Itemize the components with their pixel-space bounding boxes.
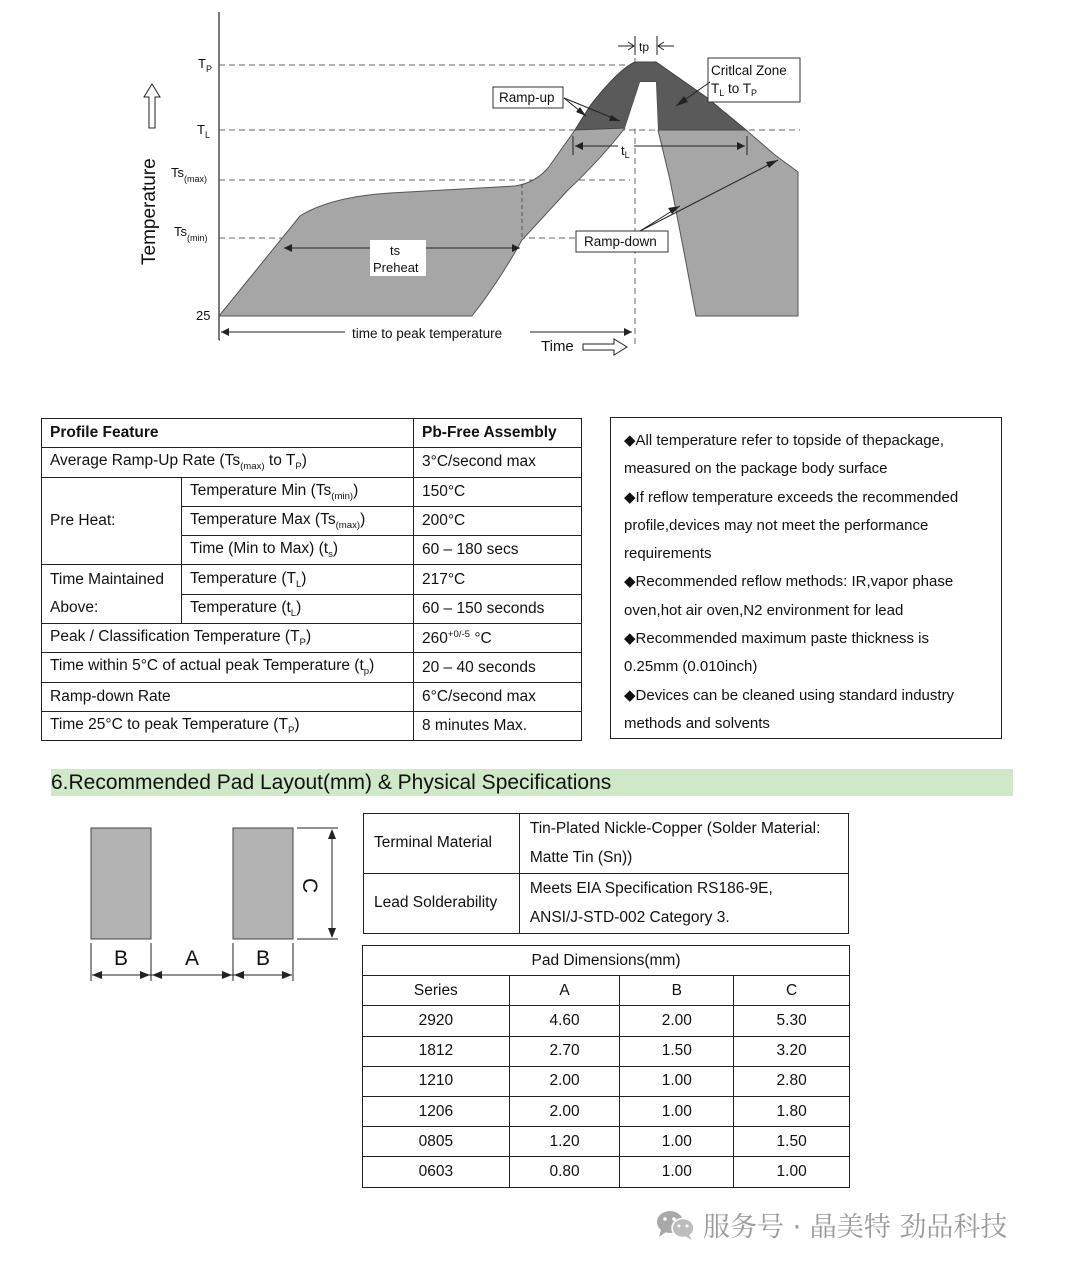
svg-text:time to peak temperature: time to peak temperature xyxy=(352,326,503,341)
note-line: 0.25mm (0.010inch) xyxy=(624,658,758,676)
table-row: 0805 1.20 1.00 1.50 xyxy=(363,1127,850,1157)
dim-c-label: C xyxy=(298,878,321,894)
svg-text:tp: tp xyxy=(639,40,650,54)
x-axis-title: Time xyxy=(541,338,574,355)
section-title: 6.Recommended Pad Layout(mm) & Physical Specifications xyxy=(51,769,1013,796)
note-line: ◆All temperature refer to topside of thepackage, xyxy=(624,432,945,449)
y-axis-labels xyxy=(171,56,212,323)
note-line: profile,devices may not meet the performance xyxy=(624,516,929,534)
svg-text:Ramp-down: Ramp-down xyxy=(584,234,657,249)
table-row: Ramp-down Rate 6°C/second max xyxy=(42,682,582,711)
table-row: Pre Heat: Temperature Min $(Ts_{(min)})$ 150°C xyxy=(42,477,582,506)
svg-text:Preheat: Preheat xyxy=(373,260,419,275)
svg-text:tL: $t_L$ xyxy=(621,143,630,160)
svg-text:Ramp-up: Ramp-up xyxy=(499,90,555,105)
note-line: measured on the package body surface xyxy=(624,460,888,478)
time-arrow-icon xyxy=(583,339,627,355)
table-row: 1206 2.00 1.00 1.80 xyxy=(363,1096,850,1126)
table-row: Time within 5°C of actual peak Temperature $(t_p)$ 20 – 40 seconds xyxy=(42,653,582,682)
table-row: Time (Min to Max) $(t_s)$ 60 – 180 secs xyxy=(42,536,582,565)
note-line: methods and solvents xyxy=(624,714,770,732)
svg-text:ts: ts xyxy=(390,243,401,258)
svg-text:25: 25 xyxy=(196,308,211,323)
pad-dimensions-table xyxy=(362,945,850,1188)
svg-text:Critlcal Zone: Critlcal Zone xyxy=(711,63,787,78)
dim-b-left-label: B xyxy=(114,947,129,970)
preheat-group: Pre Heat: xyxy=(42,477,182,565)
table-row: 0603 0.80 1.00 1.00 xyxy=(363,1157,850,1187)
header-value: Pb-Free Assembly xyxy=(414,419,582,448)
table-row: Time Maintained Above: Temperature $(T_L)$ 217°C xyxy=(42,565,582,594)
table-row: Time 25°C to peak Temperature $(T_P)$ 8 minutes Max. xyxy=(42,711,582,740)
svg-text:TL: $T_L$ xyxy=(197,122,210,140)
svg-text:Ts(max): $Ts_{(max)}$ xyxy=(171,165,207,184)
left-pad xyxy=(91,828,151,939)
note-line: ◆Devices can be cleaned using standard industry xyxy=(624,686,955,704)
note-line: requirements xyxy=(624,545,712,563)
ramp-up-band xyxy=(219,62,635,316)
material-table xyxy=(363,813,849,934)
table-row: Lead Solderability Meets EIA Specification RS186-9E, ANSI/J-STD-002 Category 3. xyxy=(364,874,849,934)
note-line: ◆Recommended maximum paste thickness is xyxy=(624,630,929,648)
dim-a-label: A xyxy=(185,947,200,970)
svg-text:Ts(min): $Ts_{(min)}$ xyxy=(174,224,208,243)
y-axis-title: Temperature xyxy=(139,158,160,265)
dim-b-right-label: B xyxy=(256,947,271,970)
profile-table xyxy=(41,418,582,741)
notes-box xyxy=(610,417,1002,739)
note-line: ◆If reflow temperature exceeds the recommended xyxy=(624,488,959,506)
temperature-arrow-icon xyxy=(144,84,160,128)
table-row: 1210 2.00 1.00 2.80 xyxy=(363,1066,850,1096)
note-line: ◆Recommended reflow methods: IR,vapor phase xyxy=(624,573,954,591)
table-row: 2920 4.60 2.00 5.30 xyxy=(363,1006,850,1036)
watermark: 服务号 · 晶美特 劲品科技 xyxy=(655,1205,1007,1244)
tp-marker xyxy=(618,36,674,55)
table-header-row xyxy=(42,419,582,448)
wechat-icon xyxy=(655,1208,697,1242)
table-header-row: Series A B C xyxy=(363,976,850,1006)
reflow-profile-chart xyxy=(0,0,1080,370)
svg-text:TL to TP: $T_L$ to $T_P$ xyxy=(711,81,758,98)
maintained-group: Time Maintained Above: xyxy=(42,565,182,624)
table-row: Average Ramp-Up Rate ($Ts_{(max)}$ to $T_P$) 3°C/second max xyxy=(42,448,582,477)
right-pad xyxy=(233,828,293,939)
table-row: Peak / Classification Temperature $(T_P)$ $260^{+0/-5}$ °C xyxy=(42,624,582,653)
table-row: Temperature Max $(Ts_{(max)})$ 200°C xyxy=(42,506,582,535)
svg-text:TP: $T_P$ xyxy=(198,56,212,74)
table-row: 1812 2.70 1.50 3.20 xyxy=(363,1036,850,1066)
pad-layout-drawing xyxy=(80,815,350,985)
table-row: Terminal Material Tin-Plated Nickle-Copper (Solder Material: Matte Tin (Sn)) xyxy=(364,814,849,874)
note-line: oven,hot air oven,N2 environment for lead xyxy=(624,601,904,619)
table-title-row: Pad Dimensions(mm) xyxy=(363,946,850,976)
header-feature: Profile Feature xyxy=(42,419,414,448)
table-row: Temperature $(t_L)$ 60 – 150 seconds xyxy=(42,594,582,623)
